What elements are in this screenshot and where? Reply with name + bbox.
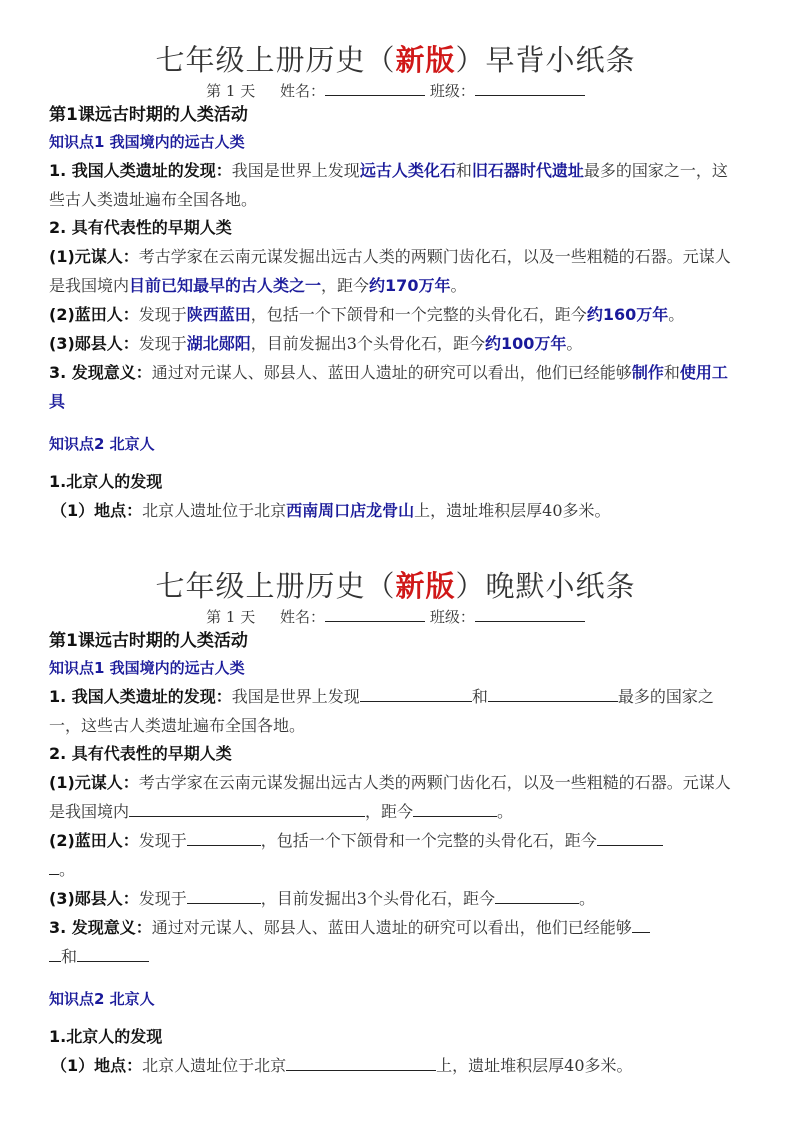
highlight: 制作: [631, 363, 664, 382]
highlight: 远古人类化石: [359, 161, 456, 180]
location-heading: （1）地点：: [51, 501, 143, 520]
day-label: 第 1 天: [206, 608, 256, 626]
text: ，目前发掘出3个头骨化石，距今: [260, 889, 495, 908]
section-2-heading: 2. 具有代表性的早期人类: [49, 218, 232, 237]
text: 最多的国家之一，这些古人类遗址遍布全国各地。: [49, 687, 714, 735]
beijing-location-paragraph: [49, 496, 743, 525]
knowledge-point-1-heading: 知识点1 我国境内的远古人类: [49, 133, 245, 151]
lantian-heading: (2)蓝田人：: [49, 831, 139, 850]
highlight: 西南周口店龙骨山: [286, 501, 415, 520]
name-field[interactable]: [325, 607, 425, 622]
knowledge-point-2-heading: 知识点2 北京人: [49, 990, 155, 1008]
class-field[interactable]: [475, 607, 585, 622]
highlight: 约160万年: [586, 305, 669, 324]
section-3-heading: 3. 发现意义：: [49, 363, 152, 382]
text: ，包括一个下颌骨和一个完整的头骨化石，距今: [250, 305, 587, 324]
text: 和: [663, 363, 680, 382]
fill-blank[interactable]: [49, 945, 61, 962]
fill-blank[interactable]: [632, 916, 650, 933]
morning-recitation-sheet: [0, 40, 791, 525]
text: 。: [668, 305, 685, 324]
title-suffix: ）晚默小纸条: [455, 569, 636, 603]
highlight: 使用工具: [49, 363, 728, 411]
lantian-paragraph: [49, 826, 743, 884]
text: 和: [61, 947, 78, 966]
sheet-title: [0, 40, 791, 80]
highlight: 湖北郧阳: [186, 334, 251, 353]
text: 我国是世界上发现: [231, 687, 360, 706]
location-heading: （1）地点：: [51, 1056, 143, 1075]
day-label: 第 1 天: [206, 82, 256, 100]
title-prefix: 七年级上册历史（: [155, 569, 396, 603]
section-2-heading: 2. 具有代表性的早期人类: [49, 744, 232, 763]
text: 北京人遗址位于北京: [142, 501, 287, 520]
fill-blank[interactable]: [597, 829, 663, 846]
text: ，包括一个下颌骨和一个完整的头骨化石，距今: [260, 831, 597, 850]
yuanmou-heading: (1)元谋人：: [49, 247, 139, 266]
yunxian-heading: (3)郧县人：: [49, 889, 139, 908]
fill-blank[interactable]: [129, 800, 365, 817]
lesson-heading: 第1课远古时期的人类活动: [49, 631, 248, 651]
text: 和: [471, 687, 488, 706]
text: 。: [497, 802, 514, 821]
class-label: 班级：: [429, 82, 475, 100]
evening-dictation-sheet: [0, 566, 791, 1080]
text: 。: [578, 889, 595, 908]
text: 发现于: [138, 889, 187, 908]
title-highlight: 新版: [395, 43, 456, 77]
fill-blank[interactable]: [49, 858, 59, 875]
text: ，目前发掘出3个头骨化石，距今: [250, 334, 485, 353]
text: 发现于: [138, 831, 187, 850]
fill-blank[interactable]: [77, 945, 149, 962]
lantian-heading: (2)蓝田人：: [49, 305, 139, 324]
fill-blank[interactable]: [360, 685, 472, 702]
text: 上，遗址堆积层厚40多米。: [436, 1056, 633, 1075]
fill-blank[interactable]: [495, 887, 579, 904]
text: 通过对元谋人、郧县人、蓝田人遗址的研究可以看出，他们已经能够: [151, 363, 632, 382]
text: 考古学家在云南元谋发掘出远古人类的两颗门齿化石，以及一些粗糙的石器。元谋人是我国境内: [49, 247, 731, 295]
text: ，距今: [365, 802, 414, 821]
beijing-discovery-heading: 1.北京人的发现: [49, 1027, 163, 1046]
text: 考古学家在云南元谋发掘出远古人类的两颗门齿化石，以及一些粗糙的石器。元谋人是我国境内: [49, 773, 731, 821]
fill-blank[interactable]: [488, 685, 618, 702]
sheet-title: [0, 566, 791, 606]
lesson-heading: 第1课远古时期的人类活动: [49, 105, 248, 125]
text: 。: [59, 860, 76, 879]
yuanmou-heading: (1)元谋人：: [49, 773, 139, 792]
yunxian-paragraph: [49, 329, 743, 358]
highlight: 目前已知最早的古人类之一: [129, 276, 322, 295]
highlight: 约170万年: [369, 276, 451, 295]
highlight: 陕西蓝田: [186, 305, 251, 324]
name-label: 姓名：: [280, 608, 326, 626]
title-prefix: 七年级上册历史（: [155, 43, 396, 77]
class-label: 班级：: [429, 608, 475, 626]
text: 。: [566, 334, 583, 353]
text: 发现于: [138, 305, 187, 324]
text: 最多的国家之一，这些古人类遗址遍布全国各地。: [49, 161, 728, 209]
text: 我国是世界上发现: [231, 161, 360, 180]
lantian-paragraph: [49, 300, 743, 329]
fill-blank[interactable]: [286, 1054, 436, 1071]
beijing-discovery-heading: 1.北京人的发现: [49, 472, 163, 491]
highlight: 约100万年: [484, 334, 567, 353]
text: 通过对元谋人、郧县人、蓝田人遗址的研究可以看出，他们已经能够: [151, 918, 632, 937]
fill-blank[interactable]: [187, 887, 261, 904]
text: ，距今: [321, 276, 370, 295]
text: 。: [450, 276, 467, 295]
section-1-paragraph: [49, 682, 743, 740]
section-3-heading: 3. 发现意义：: [49, 918, 152, 937]
class-field[interactable]: [475, 81, 585, 96]
section-3-paragraph: [49, 358, 743, 416]
yuanmou-paragraph: [49, 242, 743, 300]
fill-blank[interactable]: [187, 829, 261, 846]
name-field[interactable]: [325, 81, 425, 96]
text: 发现于: [138, 334, 187, 353]
yuanmou-paragraph: [49, 768, 743, 826]
knowledge-point-1-heading: 知识点1 我国境内的远古人类: [49, 659, 245, 677]
student-info-row: [0, 606, 791, 628]
text: 北京人遗址位于北京: [142, 1056, 287, 1075]
beijing-location-paragraph: [49, 1051, 743, 1080]
text: 和: [455, 161, 472, 180]
yunxian-heading: (3)郧县人：: [49, 334, 139, 353]
section-1-heading: 1. 我国人类遗址的发现：: [49, 687, 232, 706]
name-label: 姓名：: [280, 82, 326, 100]
student-info-row: [0, 80, 791, 102]
yunxian-paragraph: [49, 884, 743, 913]
knowledge-point-2-heading: 知识点2 北京人: [49, 435, 155, 453]
highlight: 旧石器时代遗址: [471, 161, 584, 180]
section-1-heading: 1. 我国人类遗址的发现：: [49, 161, 232, 180]
section-1-paragraph: [49, 156, 743, 214]
text: 上，遗址堆积层厚40多米。: [414, 501, 611, 520]
section-3-paragraph: [49, 913, 743, 971]
fill-blank[interactable]: [413, 800, 497, 817]
title-suffix: ）早背小纸条: [455, 43, 636, 77]
title-highlight: 新版: [395, 569, 456, 603]
